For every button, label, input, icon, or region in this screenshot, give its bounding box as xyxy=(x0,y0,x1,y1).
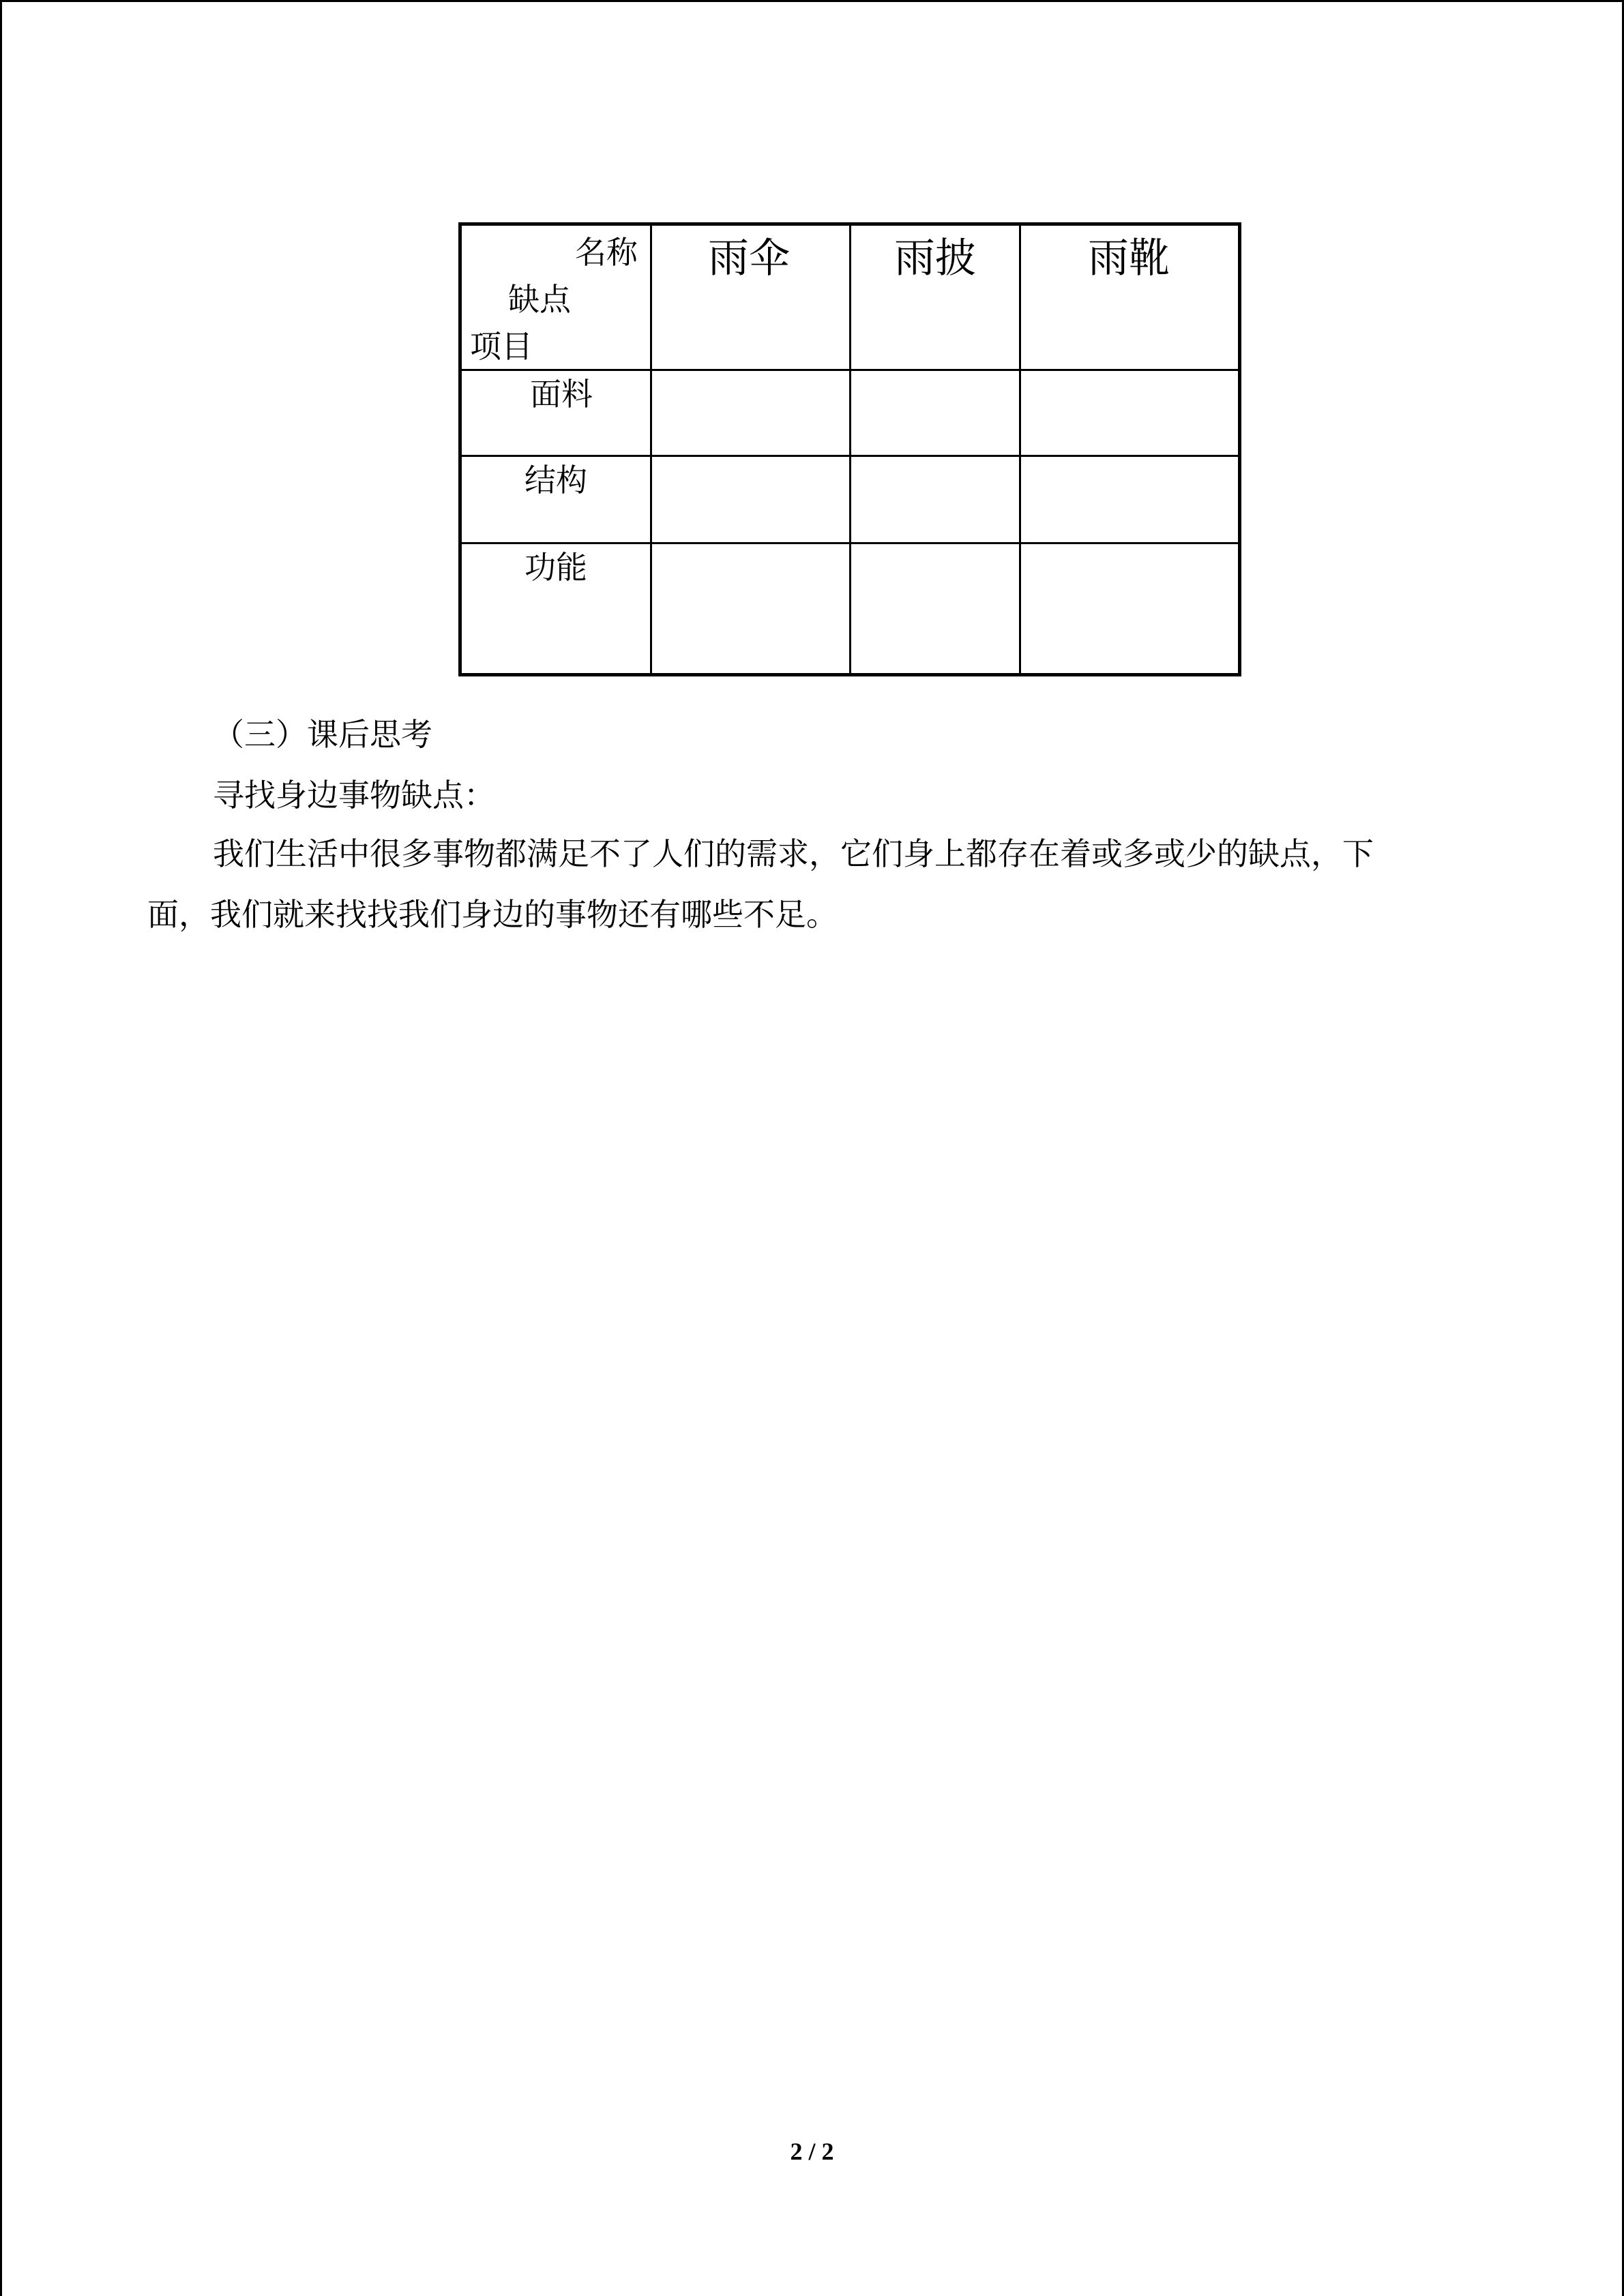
column-header-raincoat: 雨披 xyxy=(894,235,976,282)
page-number: 2 / 2 xyxy=(790,2138,834,2165)
page-top-border xyxy=(0,0,1624,2)
row-label-function: 功能 xyxy=(525,549,587,586)
table-hline-2 xyxy=(462,455,1238,457)
column-header-umbrella: 雨伞 xyxy=(708,235,790,282)
table-vline-1 xyxy=(650,226,652,673)
row-label-structure: 结构 xyxy=(525,462,587,498)
table-vline-3 xyxy=(1019,226,1021,673)
corner-label-name: 名称 xyxy=(575,234,638,271)
paragraph-line-2: 面，我们就来找找我们身边的事物还有哪些不足。 xyxy=(147,896,838,933)
table-hline-1 xyxy=(462,369,1238,371)
page-left-border xyxy=(0,0,2,2296)
table-vline-2 xyxy=(849,226,851,673)
section-heading: （三）课后思考 xyxy=(213,716,432,753)
column-header-rainboots: 雨靴 xyxy=(1088,235,1170,282)
paragraph-line-1: 我们生活中很多事物都满足不了人们的需求，它们身上都存在着或多或少的缺点，下 xyxy=(213,835,1374,872)
section-subheading: 寻找身边事物缺点： xyxy=(213,777,495,814)
row-label-fabric: 面料 xyxy=(530,376,593,413)
corner-label-defect: 缺点 xyxy=(508,281,571,318)
corner-label-item: 项目 xyxy=(470,328,533,365)
table-hline-3 xyxy=(462,542,1238,544)
defects-table xyxy=(458,222,1241,676)
